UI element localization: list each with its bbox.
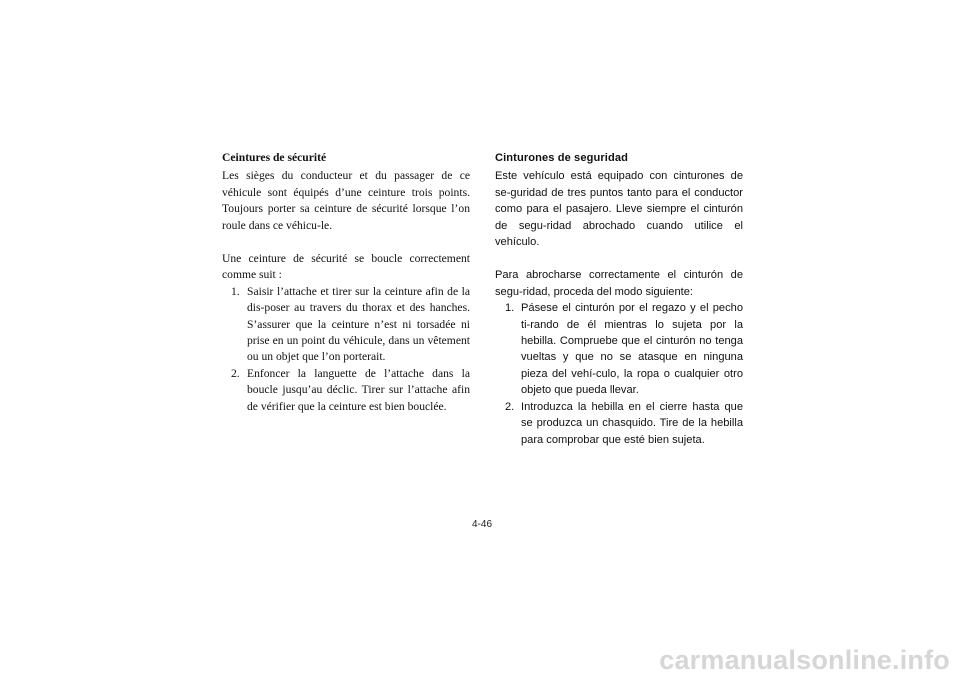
french-paragraph-1: Les sièges du conducteur et du passager de ce véhicule sont équipés d’une ceinture trois points. Toujours porter sa ceinture de sécurité lorsque l’on roule dans ce véhicu-le. [222,169,470,232]
french-heading: Ceintures de sécurité [222,151,327,164]
spanish-steps-list [495,300,743,448]
french-step-2-text: Enfoncer la languette de l’attache dans la boucle jusqu’au déclic. Tirer sur l’attache afin de vérifier que la ceinture est bien bouclée. [247,366,470,413]
spanish-step-1-number: 1. [505,302,515,315]
spanish-column [495,150,743,448]
french-step-1-text: Saisir l’attache et tirer sur la ceinture afin de la dis-poser au travers du thorax et des hanches. S’assurer que la ceinture n’est ni torsadée ni prise en un point du véhicule, dans un vêtement ou un objet que l’on porterait. [247,284,470,364]
french-step-2 [222,366,470,415]
spanish-step-2-number: 2. [505,400,515,413]
french-step-1 [222,284,470,366]
french-column [222,150,470,415]
spanish-paragraph-2: Para abrocharse correctamente el cinturón de segu-ridad, proceda del modo siguiente: [495,269,743,298]
french-steps-list [222,284,470,415]
spanish-step-2-text: Introduzca la hebilla en el cierre hasta que se produzca un chasquido. Tire de la hebilla para comprobar que esté bien sujeta. [521,400,743,446]
french-step-2-number: 2. [231,366,240,380]
spanish-step-1 [495,300,743,398]
page-number: 4-46 [472,519,493,530]
watermark: carmanualsonline.info [659,645,950,675]
spanish-step-2 [495,399,743,448]
french-paragraph-2: Une ceinture de sécurité se boucle correctement comme suit : [222,252,470,282]
spanish-step-1-text: Pásese el cinturón por el regazo y el pecho ti-rando de él mientras lo sujeta por la hebilla. Compruebe que el cinturón no tenga vueltas y que no se atasque en ninguna pieza del vehí-culo, la ropa o cualquier otro objeto que pueda llevar. [521,302,743,397]
french-step-1-number: 1. [231,284,240,298]
spanish-heading: Cinturones de seguridad [495,152,628,164]
spanish-paragraph-1: Este vehículo está equipado con cinturones de se-guridad de tres puntos tanto para el conductor como para el pasajero. Lleve siempre el cinturón de segu-ridad abrochado cuando utilice el vehículo. [495,170,743,249]
